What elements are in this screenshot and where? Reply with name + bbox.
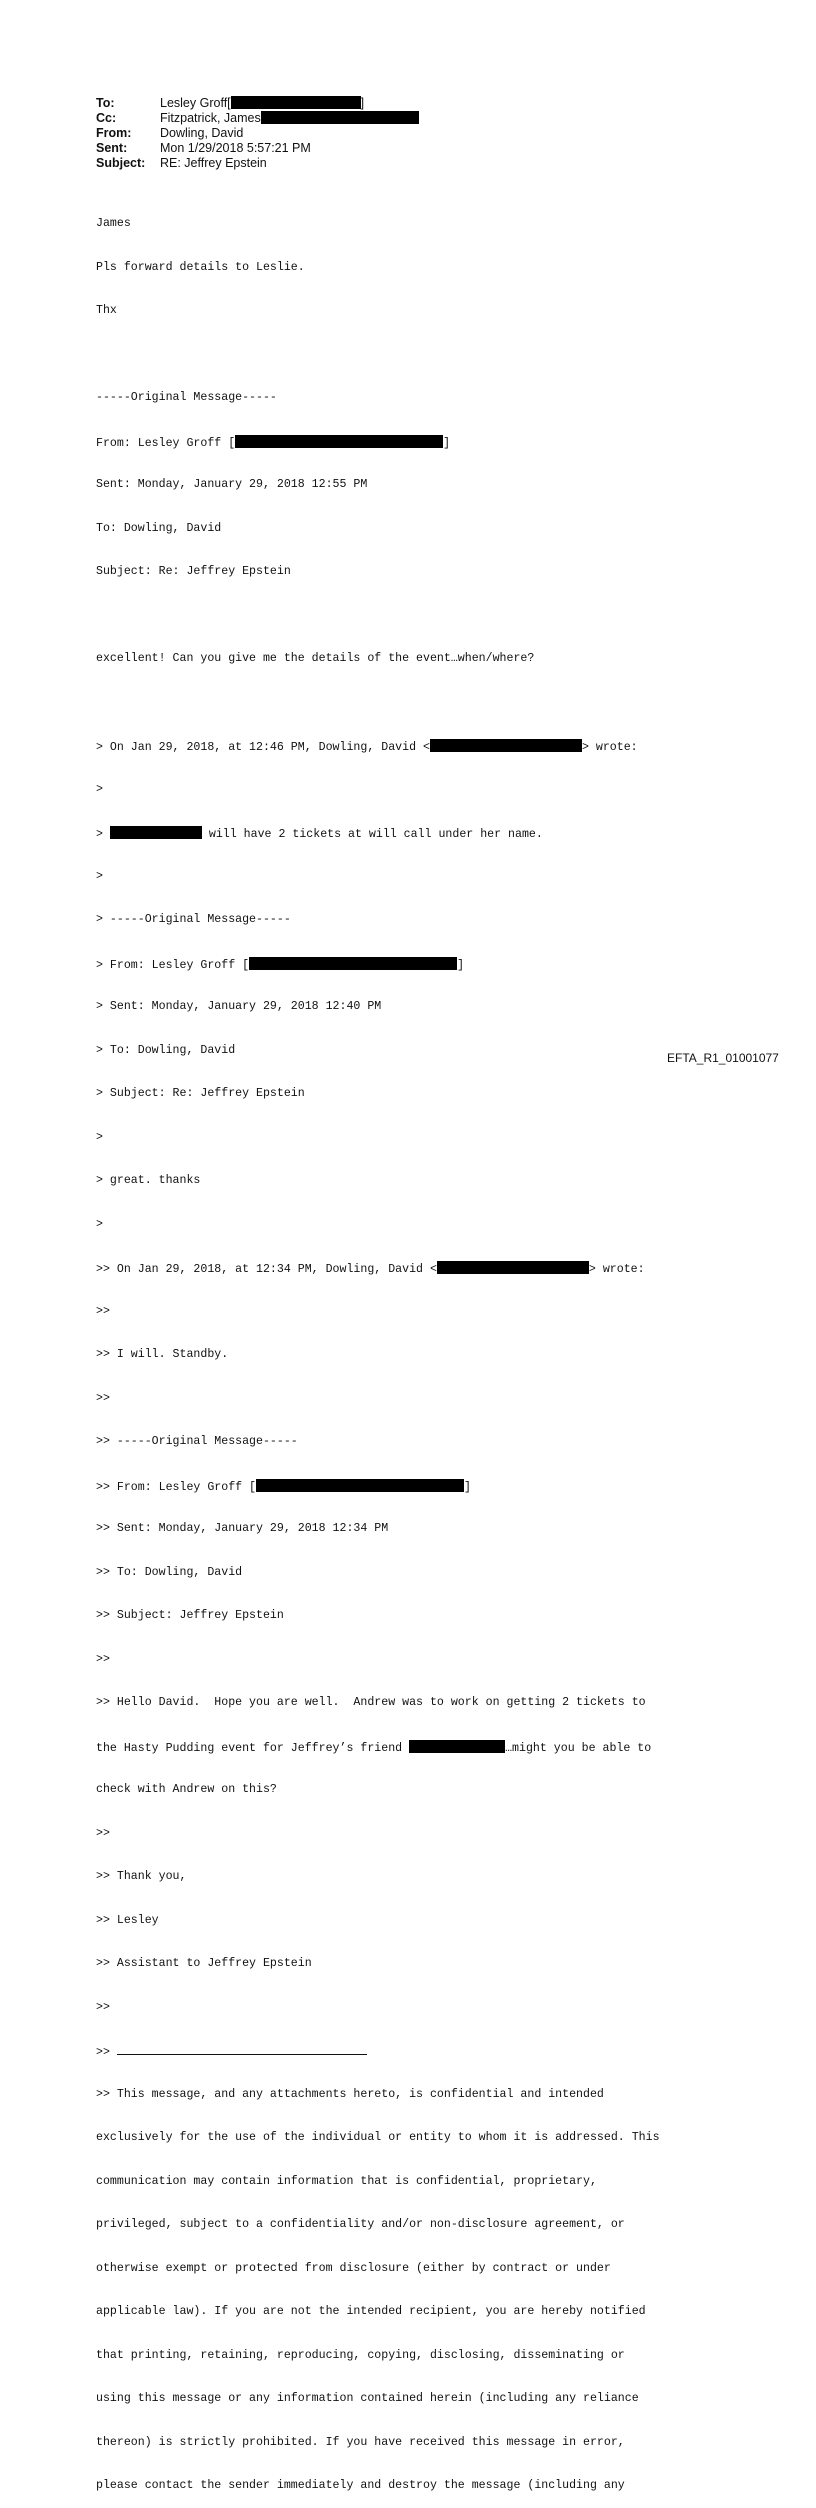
redaction-bar (261, 111, 419, 124)
quote-to: > To: Dowling, David (96, 1043, 236, 1057)
original-message-divider: -----Original Message----- (96, 391, 277, 404)
disclaimer-line: >> This message, and any attachments hereto, is confidential and intended (96, 2087, 604, 2101)
quote2-to: >> To: Dowling, David (96, 1565, 243, 1579)
cc-label: Cc: (96, 111, 117, 125)
quote-blank: > (96, 1130, 103, 1144)
quote2-sent: >> Sent: Monday, January 29, 2018 12:34 PM (96, 1522, 389, 1535)
quote-subject: > Subject: Re: Jeffrey Epstein (96, 1087, 305, 1100)
subject-row (96, 156, 419, 171)
email-header (96, 96, 419, 171)
quote2-hasty: the Hasty Pudding event for Jeffrey’s friend …might you be able to (96, 1741, 652, 1755)
redaction-bar (256, 1479, 464, 1492)
from-value: Dowling, David (160, 126, 244, 140)
redaction-bar (430, 739, 582, 752)
signature-rule-line: >> (96, 2044, 736, 2059)
from-row (96, 126, 419, 141)
quote2-hello: >> Hello David. Hope you are well. Andrew was to work on getting 2 tickets to (96, 1696, 646, 1709)
subject-value: RE: Jeffrey Epstein (160, 156, 267, 170)
redaction-bar (231, 96, 361, 109)
disclaimer-line: that printing, retaining, reproducing, copying, disclosing, disseminating or (96, 2348, 625, 2362)
quote2-lesley: >> Lesley (96, 1913, 159, 1927)
quote2-blank: >> (96, 1391, 110, 1405)
disclaimer-line: privileged, subject to a confidentiality and/or non-disclosure agreement, or (96, 2218, 625, 2231)
to-label: To: (96, 96, 115, 110)
quote-divider: > -----Original Message----- (96, 913, 291, 926)
quote2-from: >> From: Lesley Groff [ ] (96, 1480, 471, 1494)
quote2-check: check with Andrew on this? (96, 1783, 277, 1796)
quote2-blank: >> (96, 1304, 110, 1318)
redaction-bar (110, 826, 202, 839)
disclaimer-line: exclusively for the use of the individual or entity to whom it is addressed. This (96, 2131, 660, 2144)
quote2-blank: >> (96, 1652, 110, 1666)
disclaimer-line: otherwise exempt or protected from disclosure (either by contract or under (96, 2261, 611, 2275)
quote-great: > great. thanks (96, 1174, 201, 1187)
quote-blank: > (96, 782, 103, 796)
quote-from: > From: Lesley Groff [ ] (96, 958, 465, 972)
quote2-blank: >> (96, 1826, 110, 1840)
redaction-bar (437, 1261, 589, 1274)
disclaimer-line: please contact the sender immediately and destroy the message (including any (96, 2479, 625, 2492)
quote-sent: > Sent: Monday, January 29, 2018 12:40 PM (96, 1000, 382, 1013)
to-value: Lesley Groff[ ] (160, 96, 365, 110)
quote2-standby: >> I will. Standby. (96, 1348, 229, 1361)
orig-subject: Subject: Re: Jeffrey Epstein (96, 565, 291, 578)
orig-sent: Sent: Monday, January 29, 2018 12:55 PM (96, 478, 368, 491)
disclaimer-line: applicable law). If you are not the intended recipient, you are hereby notified (96, 2305, 646, 2318)
quote2-divider: >> -----Original Message----- (96, 1435, 298, 1448)
orig-to: To: Dowling, David (96, 521, 222, 535)
cc-value: Fitzpatrick, James (160, 111, 419, 126)
sent-value: Mon 1/29/2018 5:57:21 PM (160, 141, 311, 155)
sent-label: Sent: (96, 141, 128, 155)
quote2-blank: >> (96, 2000, 110, 2014)
redaction-bar (235, 435, 443, 448)
quote2-wrote: >> On Jan 29, 2018, at 12:34 PM, Dowling, David < > wrote: (96, 1263, 645, 1276)
orig-body: excellent! Can you give me the details of the event…when/where? (96, 652, 535, 665)
quote-blank: > (96, 869, 103, 883)
to-row (96, 96, 419, 111)
disclaimer-line: thereon) is strictly prohibited. If you have received this message in error, (96, 2435, 625, 2449)
quote2-thanks: >> Thank you, (96, 1870, 187, 1883)
quote-wrote: > On Jan 29, 2018, at 12:46 PM, Dowling, David < > wrote: (96, 741, 638, 754)
sent-row (96, 141, 419, 156)
from-label: From: (96, 126, 132, 140)
signature-rule (117, 2044, 367, 2055)
orig-from: From: Lesley Groff [ ] (96, 436, 451, 450)
quote-tickets: > will have 2 tickets at will call under her name. (96, 828, 543, 841)
reply-line: Thx (96, 304, 117, 317)
disclaimer-line: using this message or any information contained herein (including any reliance (96, 2392, 639, 2405)
reply-line: Pls forward details to Leslie. (96, 260, 305, 274)
redaction-bar (249, 957, 457, 970)
redaction-bar (409, 1740, 505, 1753)
subject-label: Subject: (96, 156, 146, 170)
quote2-subject: >> Subject: Jeffrey Epstein (96, 1609, 284, 1622)
quote-blank: > (96, 1217, 103, 1231)
reply-line: James (96, 217, 131, 230)
cc-row (96, 111, 419, 126)
disclaimer-line: communication may contain information that is confidential, proprietary, (96, 2174, 597, 2188)
document-id: EFTA_R1_01001077 (667, 1051, 779, 1065)
email-body (96, 188, 736, 2508)
quote2-assistant: >> Assistant to Jeffrey Epstein (96, 1957, 312, 1970)
